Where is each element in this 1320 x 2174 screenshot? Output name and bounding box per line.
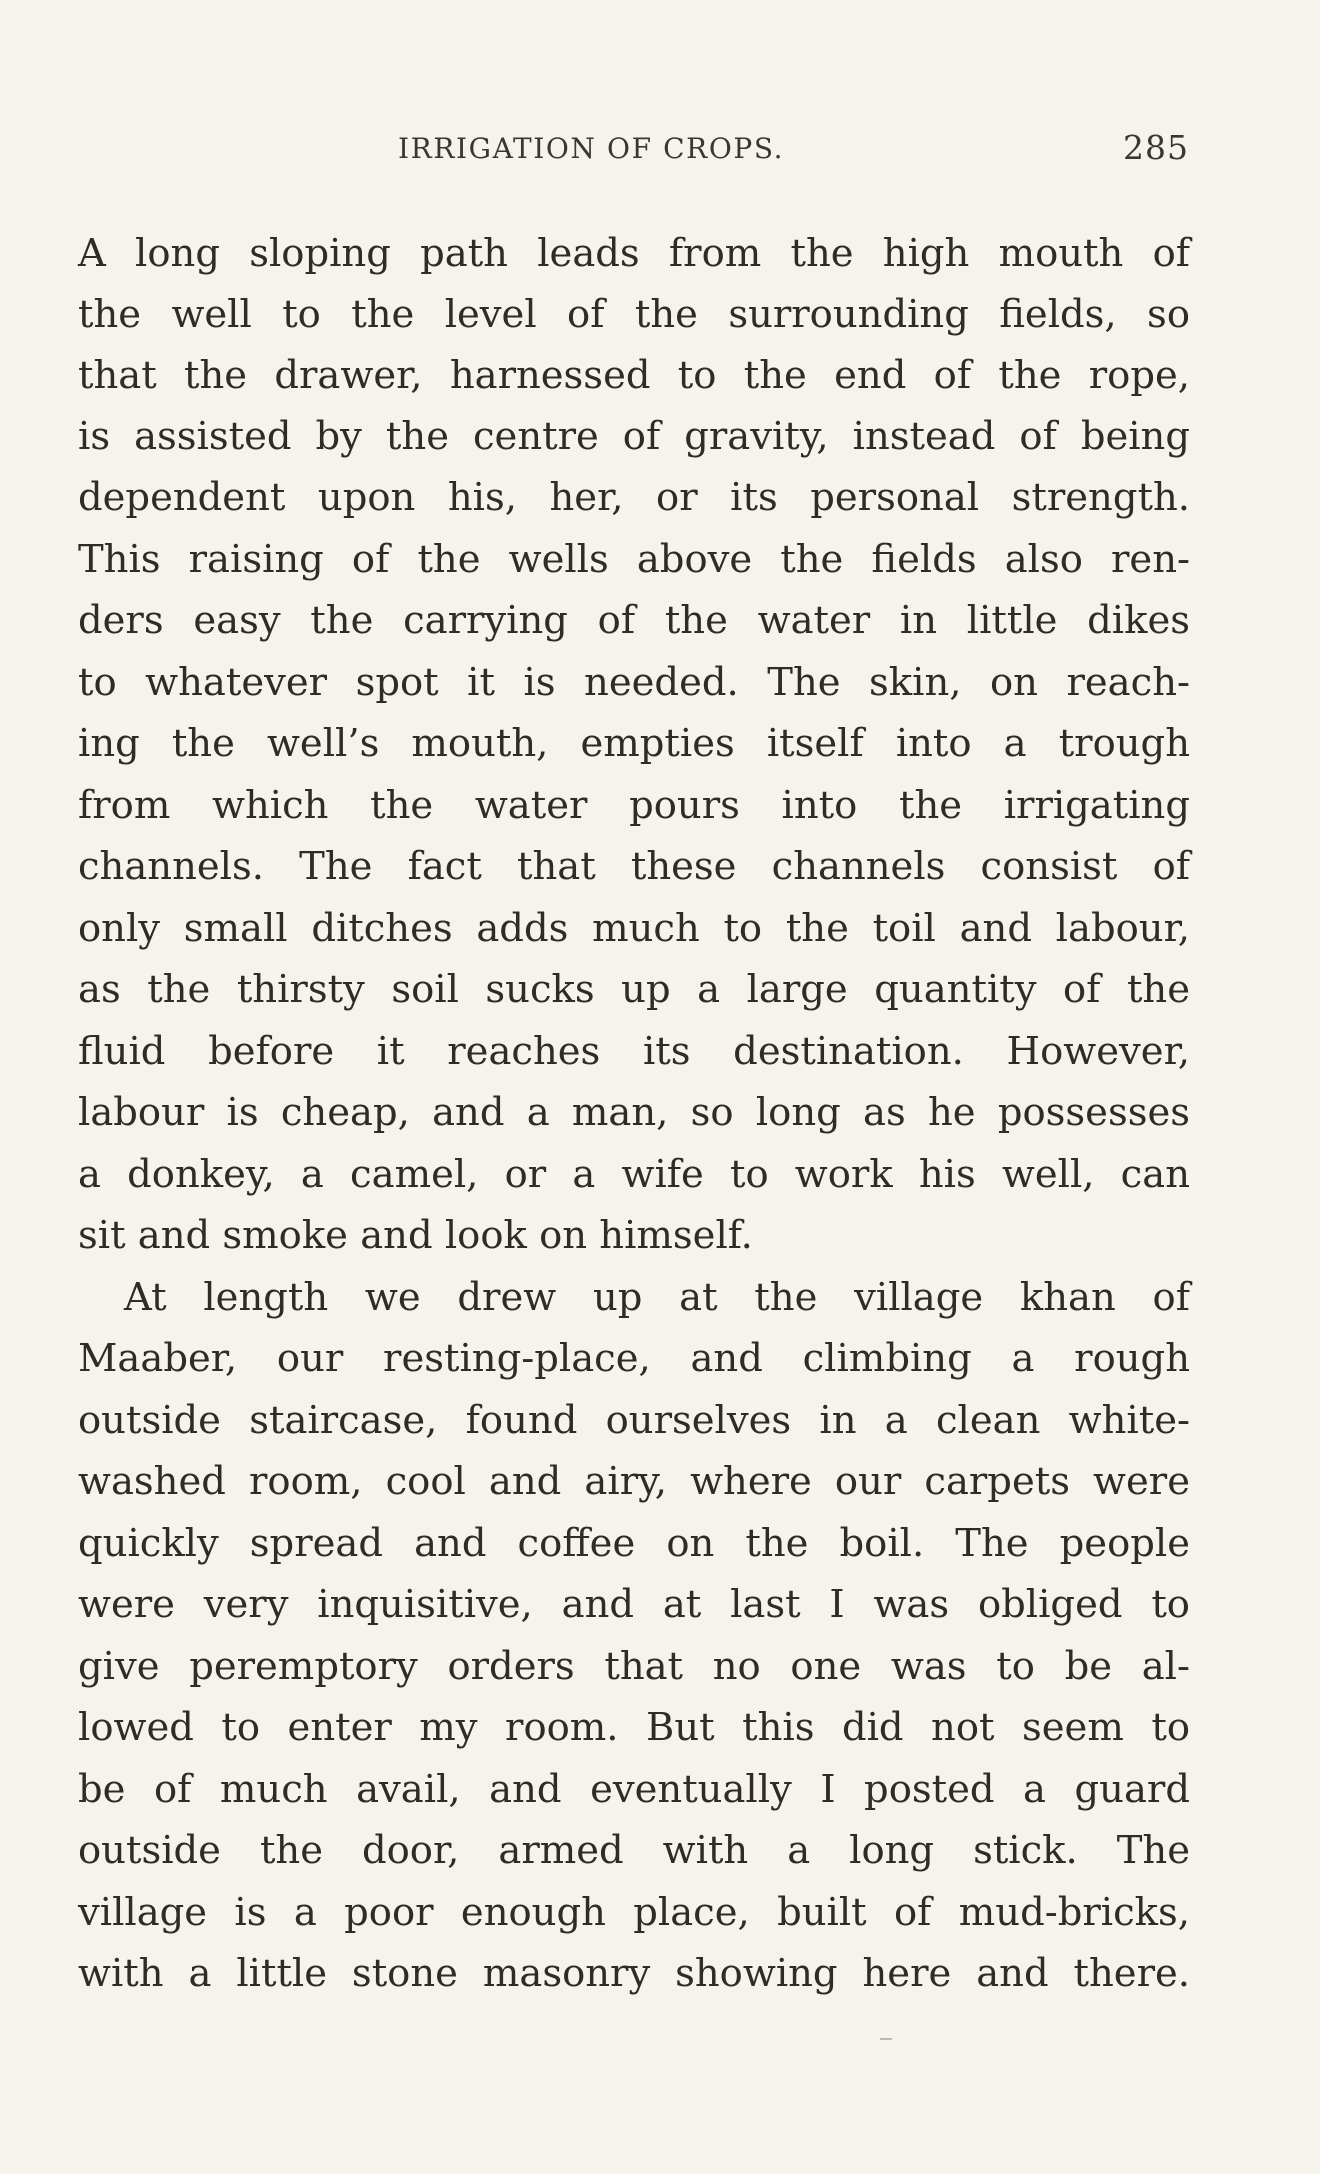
- text-line: outside the door, armed with a long stick. The: [78, 1828, 1190, 1873]
- text-line: from which the water pours into the irrigating: [78, 783, 1190, 828]
- text-line: the well to the level of the surrounding fields, so: [78, 292, 1190, 337]
- text-line: This raising of the wells above the fields also ren-: [78, 537, 1190, 582]
- running-title: IRRIGATION OF CROPS.: [398, 132, 785, 165]
- text-line: fluid before it reaches its destination. However,: [78, 1029, 1190, 1074]
- text-line: lowed to enter my room. But this did not seem to: [78, 1705, 1190, 1750]
- text-line: channels. The fact that these channels consist of: [78, 844, 1190, 889]
- text-line: is assisted by the centre of gravity, instead of being: [78, 414, 1190, 459]
- page-number: 285: [1123, 128, 1189, 167]
- print-mark: [880, 2038, 892, 2040]
- text-line: a donkey, a camel, or a wife to work his well, can: [78, 1152, 1190, 1197]
- text-line: give peremptory orders that no one was to be al-: [78, 1644, 1190, 1689]
- text-line: Maaber, our resting-place, and climbing a rough: [78, 1336, 1190, 1381]
- text-line: A long sloping path leads from the high mouth of: [78, 231, 1190, 276]
- text-line: were very inquisitive, and at last I was obliged to: [78, 1582, 1190, 1627]
- text-line: to whatever spot it is needed. The skin, on reach-: [78, 660, 1190, 705]
- text-line: At length we drew up at the village khan of: [124, 1275, 1190, 1320]
- text-line: ders easy the carrying of the water in little dikes: [78, 598, 1190, 643]
- text-line: that the drawer, harnessed to the end of the rope,: [78, 353, 1190, 398]
- text-line: only small ditches adds much to the toil and labour,: [78, 906, 1190, 951]
- text-line: dependent upon his, her, or its personal strength.: [78, 475, 1190, 520]
- text-line: washed room, cool and airy, where our carpets were: [78, 1459, 1190, 1504]
- text-line: labour is cheap, and a man, so long as he possesses: [78, 1090, 1190, 1135]
- text-line: with a little stone masonry showing here and there.: [78, 1951, 1190, 1996]
- text-line: ing the well’s mouth, empties itself into a trough: [78, 721, 1190, 766]
- text-line: as the thirsty soil sucks up a large quantity of the: [78, 967, 1190, 1012]
- text-line: be of much avail, and eventually I posted a guard: [78, 1767, 1190, 1812]
- text-line: village is a poor enough place, built of mud-bricks,: [78, 1890, 1190, 1935]
- text-line: quickly spread and coffee on the boil. The people: [78, 1521, 1190, 1566]
- text-line: outside staircase, found ourselves in a clean white-: [78, 1398, 1190, 1443]
- text-line: sit and smoke and look on himself.: [78, 1213, 753, 1258]
